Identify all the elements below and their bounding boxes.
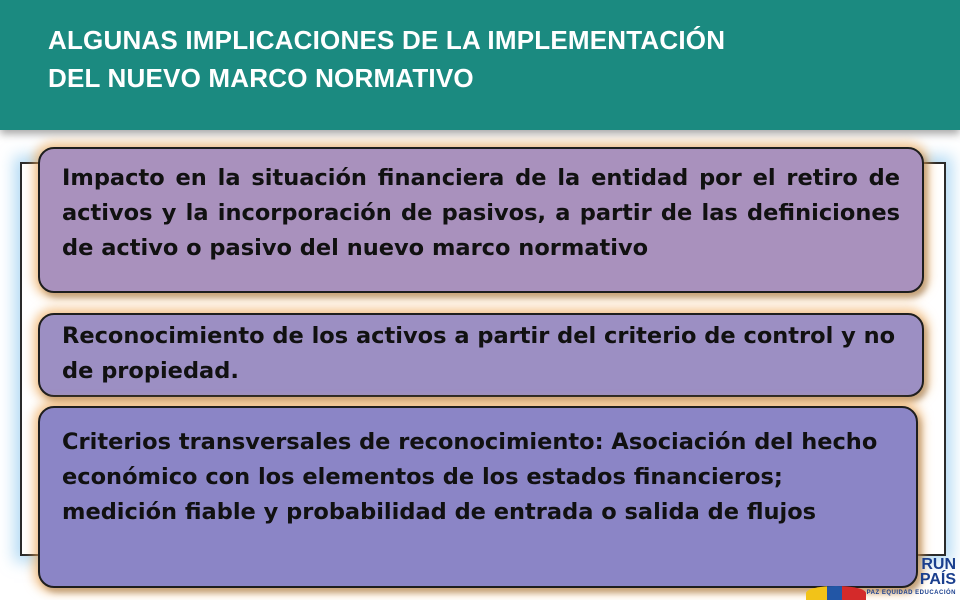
logo-tagline: PAZ EQUIDAD EDUCACIÓN <box>866 590 956 596</box>
flag-graphic <box>806 586 866 600</box>
slide-title-line-1: ALGUNAS IMPLICACIONES DE LA IMPLEMENTACIÓN <box>48 25 726 55</box>
slide-header <box>0 0 960 130</box>
government-logo <box>866 553 960 600</box>
logo-line-2: PAÍS <box>919 571 956 588</box>
implication-card-1: Impacto en la situación financiera de la entidad por el retiro de activos y la incorporación de pasivos, a partir de las definiciones de activo o pasivo del nuevo marco normativo <box>38 147 924 293</box>
implication-card-3: Criterios transversales de reconocimiento: Asociación del hecho económico con los elementos de los estados financieros; medición fiable y probabilidad de entrada o salida de flujos <box>38 406 918 588</box>
slide-title-line-2: DEL NUEVO MARCO NORMATIVO <box>48 63 474 93</box>
logo-line-1: RUN <box>921 556 956 573</box>
implication-card-2: Reconocimiento de los activos a partir del criterio de control y no de propiedad. <box>38 313 924 397</box>
